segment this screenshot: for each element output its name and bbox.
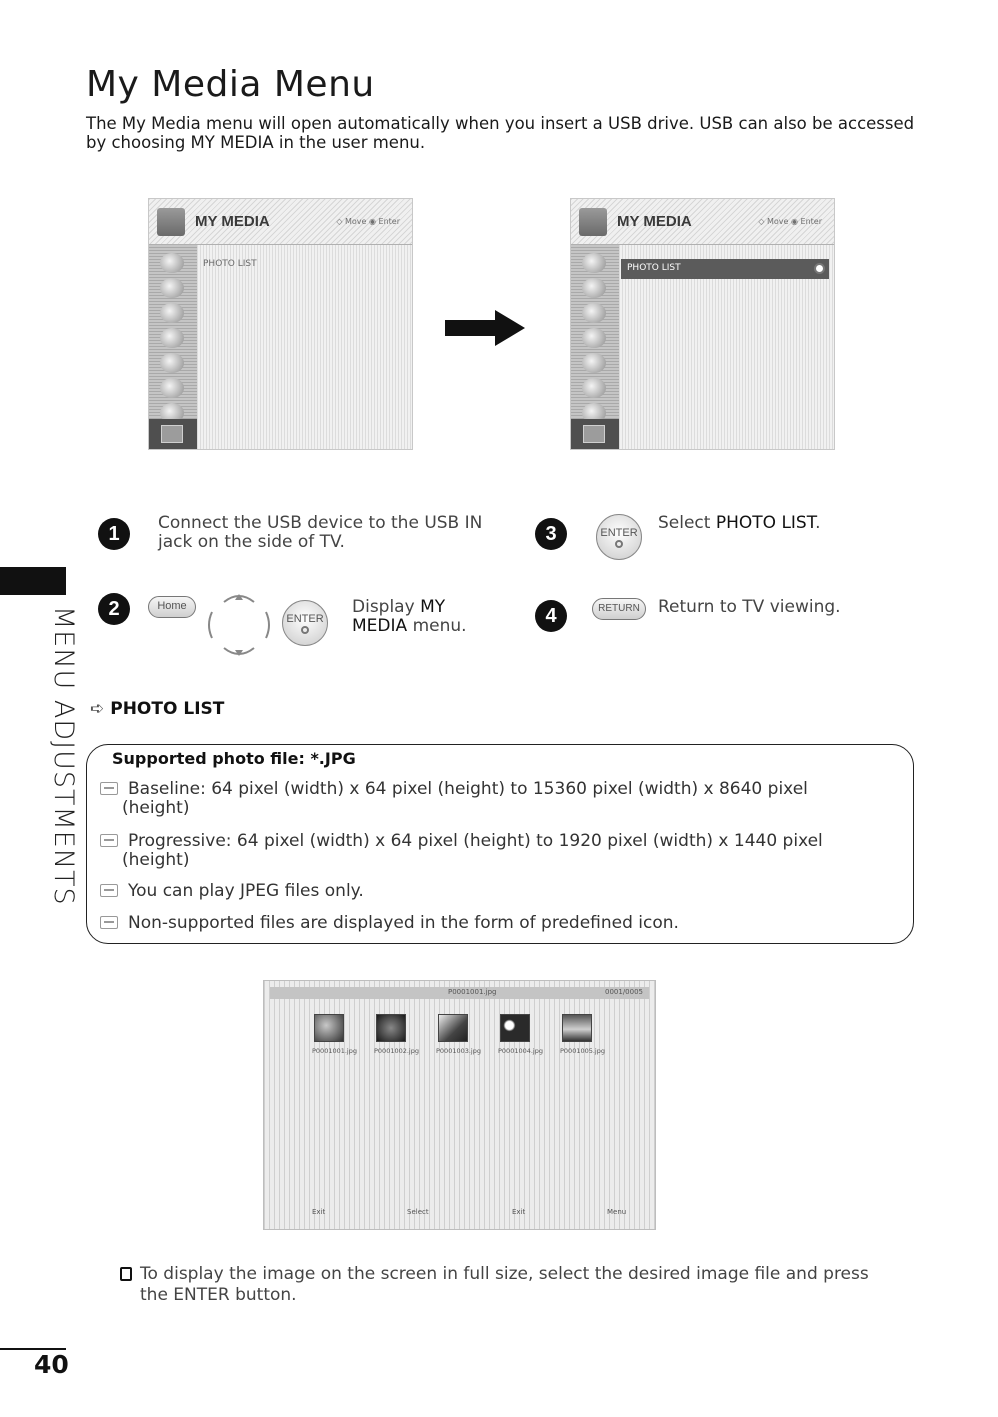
screen-title: MY MEDIA [195,213,270,230]
my-media-screen-after [570,198,835,450]
photo-list-footer [272,1205,647,1221]
audio-menu-icon [160,378,184,398]
note-icon [100,916,118,929]
photo-thumbnail [438,1014,468,1042]
enter-button-icon: ENTER [596,514,642,560]
menu-icon-rail [149,245,197,449]
home-button-icon: Home [148,596,196,618]
enter-button-icon: ENTER [282,600,328,646]
step-2-text: Display MY MEDIA menu. [352,597,467,636]
side-section-label: MENU ADJUSTMENTS [48,606,79,906]
screen-title: MY MEDIA [617,213,692,230]
note-icon [100,884,118,897]
option-menu-icon [160,303,184,323]
step-3-badge: 3 [535,518,567,550]
screen-menu-icon [582,278,606,298]
step-1-text: Connect the USB device to the USB IN jack on the side of TV. [158,513,483,552]
photo-thumbnail [376,1014,406,1042]
note-non-supported: Non-supported files are displayed in the form of predefined icon. [100,914,900,933]
photo-filename: P0001005.jpg [560,1047,605,1055]
note-progressive: Progressive: 64 pixel (width) x 64 pixel (height) to 1920 pixel (width) x 1440 pixel (height) [100,832,900,870]
screen-header [571,199,834,245]
photo-filename: P0001001.jpg [312,1047,357,1055]
photo-list-topbar [270,987,649,999]
my-media-screen-before [148,198,413,450]
page-counter: 0001/0005 [605,988,643,996]
step-4-badge: 4 [535,600,567,632]
lock-menu-icon [582,353,606,373]
supported-files-title: Supported photo file: *.JPG [112,749,356,768]
step-1-badge: 1 [98,518,130,550]
note-jpeg-only: You can play JPEG files only. [100,882,900,901]
navigation-hint: ◇ Move ◉ Enter [336,217,400,226]
menu-item-photo-list-selected [621,259,829,279]
enter-dot-icon [814,263,825,274]
intro-paragraph: The My Media menu will open automatically when you insert a USB drive. USB can also be accessed by choosing MY MEDIA in the user menu. [86,114,915,152]
note-icon [100,834,118,847]
side-tab-marker [0,567,66,595]
page-title: My Media Menu [86,64,375,105]
time-menu-icon [582,328,606,348]
time-menu-icon [160,328,184,348]
footer-select: Select [407,1208,429,1216]
my-media-icon [579,208,607,236]
step-3-text: Select PHOTO LIST. [658,513,821,533]
audio-menu-icon [582,378,606,398]
lock-menu-icon [160,353,184,373]
menu-icon-rail [571,245,619,449]
fullsize-note: To display the image on the screen in full size, select the desired image file and press the ENTER button. [120,1264,900,1306]
pointer-icon: ➪ [90,699,105,719]
current-filename: P0001001.jpg [448,988,497,996]
step-2-badge: 2 [98,593,130,625]
photo-thumbnail [500,1014,530,1042]
screen-header [149,199,412,245]
note-baseline: Baseline: 64 pixel (width) x 64 pixel (height) to 15360 pixel (width) x 8640 pixel (height) [100,780,900,818]
screen-menu-icon [160,278,184,298]
note-icon [100,782,118,795]
my-media-rail-icon [149,419,197,449]
photo-filename: P0001004.jpg [498,1047,543,1055]
navigation-hint: ◇ Move ◉ Enter [758,217,822,226]
page-number: 40 [34,1350,69,1379]
photo-thumbnail [562,1014,592,1042]
menu-item-photo-list: PHOTO LIST [203,259,257,269]
right-arrow-icon [445,310,527,346]
footer-menu: Menu [607,1208,627,1216]
footer-exit: Exit [312,1208,326,1216]
menu-item-label: PHOTO LIST [627,263,681,273]
return-button-icon: RETURN [592,598,646,620]
photo-filename: P0001003.jpg [436,1047,481,1055]
my-media-rail-icon [571,419,619,449]
note-bullet-icon [120,1267,132,1281]
footer-exit-2: Exit [512,1208,526,1216]
step-4-text: Return to TV viewing. [658,597,841,617]
picture-menu-icon [160,253,184,273]
photo-filename: P0001002.jpg [374,1047,419,1055]
my-media-icon [157,208,185,236]
option-menu-icon [582,303,606,323]
section-title: ➪ PHOTO LIST [90,699,225,719]
photo-list-screen [263,980,656,1230]
photo-thumbnail [314,1014,344,1042]
dpad-arrows-icon [204,590,274,660]
picture-menu-icon [582,253,606,273]
